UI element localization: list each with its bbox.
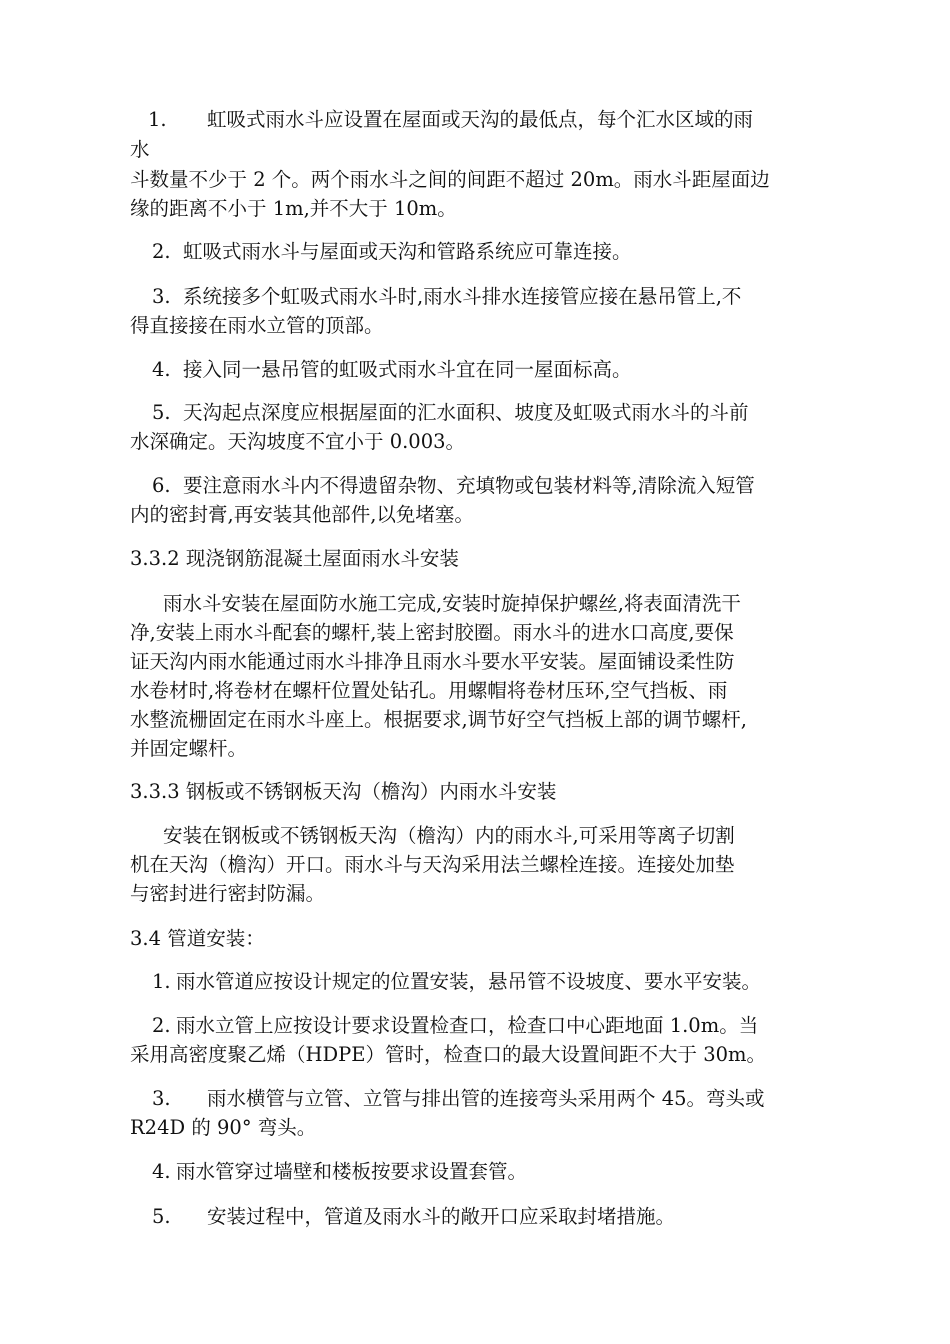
pipe-item-3-number: 3. (152, 1087, 171, 1110)
item-3-line-2: 得直接接在雨水立管的顶部。 (130, 314, 384, 337)
item-2-line-1: 虹吸式雨水斗与屋面或天沟和管路系统应可靠连接。 (183, 240, 632, 263)
section-3-3-3-line-1: 安装在钢板或不锈钢板天沟（檐沟）内的雨水斗,可采用等离子切割 (163, 824, 735, 847)
section-3-3-3-line-3: 与密封进行密封防漏。 (130, 882, 326, 905)
section-3-3-2-line-4: 水卷材时,将卷材在螺杆位置处钻孔。用螺帽将卷材压环,空气挡板、雨 (130, 679, 728, 702)
section-3-3-2-heading: 3.3.2 现浇钢筋混凝土屋面雨水斗安装 (130, 547, 459, 570)
item-1-line-4: 缘的距离不小于 1m,并不大于 10m。 (130, 197, 457, 220)
pipe-item-1-number: 1. (152, 970, 171, 993)
section-3-3-2-line-2: 净,安装上雨水斗配套的螺杆,装上密封胶圈。雨水斗的进水口高度,要保 (130, 621, 734, 644)
pipe-item-4-line-1: 雨水管穿过墙壁和楼板按要求设置套管。 (176, 1160, 528, 1183)
item-1-line-3: 斗数量不少于 2 个。两个雨水斗之间的间距不超过 20m。雨水斗距屋面边 (130, 168, 770, 191)
section-3-4-heading: 3.4 管道安装： (130, 927, 265, 950)
pipe-item-5-line-1: 安装过程中，管道及雨水斗的敞开口应采取封堵措施。 (207, 1205, 676, 1228)
item-1-line-2: 水 (130, 138, 150, 161)
section-3-3-3-heading: 3.3.3 钢板或不锈钢板天沟（檐沟）内雨水斗安装 (130, 780, 557, 803)
item-6-number: 6. (152, 474, 171, 497)
pipe-item-2-line-1: 雨水立管上应按设计要求设置检查口，检查口中心距地面 1.0m。当 (176, 1014, 759, 1037)
section-3-3-3-line-2: 机在天沟（檐沟）开口。雨水斗与天沟采用法兰螺栓连接。连接处加垫 (130, 853, 735, 876)
section-3-3-2-line-5: 水整流栅固定在雨水斗座上。根据要求,调节好空气挡板上部的调节螺杆, (130, 708, 747, 731)
pipe-item-2-line-2: 采用高密度聚乙烯（HDPE）管时，检查口的最大设置间距不大于 30m。 (130, 1043, 766, 1066)
item-1-number: 1. (148, 108, 167, 131)
item-2-number: 2. (152, 240, 171, 263)
item-5-number: 5. (152, 401, 171, 424)
item-3-line-1: 系统接多个虹吸式雨水斗时,雨水斗排水连接管应接在悬吊管上,不 (183, 285, 742, 308)
item-6-line-2: 内的密封膏,再安装其他部件,以免堵塞。 (130, 503, 474, 526)
item-3-number: 3. (152, 285, 171, 308)
pipe-item-5-number: 5. (152, 1205, 171, 1228)
item-6-line-1: 要注意雨水斗内不得遗留杂物、充填物或包装材料等,清除流入短管 (183, 474, 755, 497)
pipe-item-1-line-1: 雨水管道应按设计规定的位置安装，悬吊管不设坡度、要水平安装。 (176, 970, 762, 993)
pipe-item-4-number: 4. (152, 1160, 171, 1183)
item-4-line-1: 接入同一悬吊管的虹吸式雨水斗宜在同一屋面标高。 (183, 358, 632, 381)
section-3-3-2-line-1: 雨水斗安装在屋面防水施工完成,安装时旋掉保护螺丝,将表面清洗干 (163, 592, 741, 615)
pipe-item-2-number: 2. (152, 1014, 171, 1037)
item-4-number: 4. (152, 358, 171, 381)
pipe-item-3-line-2: R24D 的 90° 弯头。 (130, 1116, 317, 1139)
item-5-line-1: 天沟起点深度应根据屋面的汇水面积、坡度及虹吸式雨水斗的斗前 (183, 401, 749, 424)
section-3-3-2-line-6: 并固定螺杆。 (130, 737, 248, 760)
item-5-line-2: 水深确定。天沟坡度不宜小于 0.003。 (130, 430, 466, 453)
item-1-line-1: 虹吸式雨水斗应设置在屋面或天沟的最低点，每个汇水区域的雨 (207, 108, 754, 131)
section-3-3-2-line-3: 证天沟内雨水能通过雨水斗排净且雨水斗要水平安装。屋面铺设柔性防 (130, 650, 735, 673)
pipe-item-3-line-1: 雨水横管与立管、立管与排出管的连接弯头采用两个 45。弯头或 (207, 1087, 765, 1110)
